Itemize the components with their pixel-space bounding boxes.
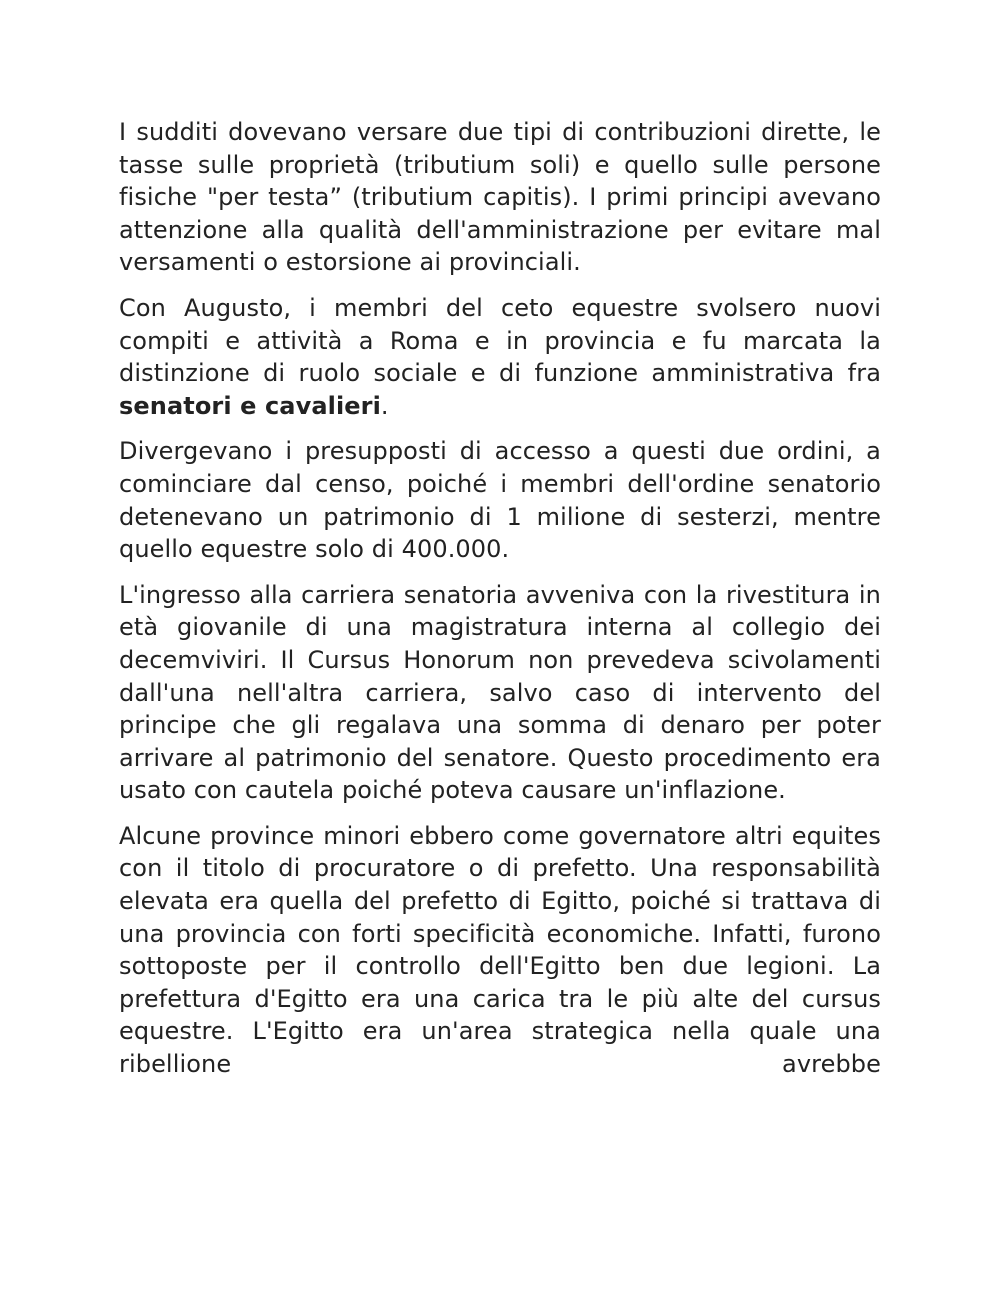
- document-body: [119, 116, 881, 1094]
- paragraph-carriera: L'ingresso alla carriera senatoria avveniva con la rivestitura in età giovanile di una magistratura interna al collegio dei decemviviri. Il Cursus Honorum non prevedeva scivolamenti dall'una nell'altra carriera, salvo caso di intervento del principe che gli regalava una somma di denaro per poter arrivare al patrimonio del senatore. Questo procedimento era usato con cautela poiché poteva causare un'inflazione.: [119, 580, 881, 805]
- paragraph-egitto: Alcune province minori ebbero come governatore altri equites con il titolo di procuratore o di prefetto. Una responsabilità elevata era quella del prefetto di Egitto, poiché si trattava di una provincia con forti specificità economiche. Infatti, furono sottoposte per il controllo dell'Egitto ben due legioni. La prefettura d'Egitto era una carica tra le più alte del cursus equestre. L'Egitto era un'area strategica nella quale una ribellione avrebbe: [119, 821, 881, 1079]
- paragraph-tributi: I sudditi dovevano versare due tipi di contribuzioni dirette, le tasse sulle proprietà (tributium soli) e quello sulle persone fisiche "per testa” (tributium capitis). I primi principi avevano attenzione alla qualità dell'amministrazione per evitare mal versamenti o estorsione ai provinciali.: [119, 118, 881, 277]
- paragraph-augusto-text: Con Augusto, i membri del ceto equestre svolsero nuovi compiti e attività a Roma e in provincia e fu marcata la distinzione di ruolo sociale e di funzione amministrativa fra: [119, 293, 881, 388]
- paragraph-augusto-end: .: [380, 391, 389, 420]
- bold-phrase: senatori e cavalieri: [119, 391, 381, 420]
- paragraph-augusto: [119, 292, 881, 422]
- paragraph-censo: Divergevano i presupposti di accesso a questi due ordini, a cominciare dal censo, poiché i membri dell'ordine senatorio detenevano un patrimonio di 1 milione di sesterzi, mentre quello equestre solo di 400.000.: [119, 437, 881, 564]
